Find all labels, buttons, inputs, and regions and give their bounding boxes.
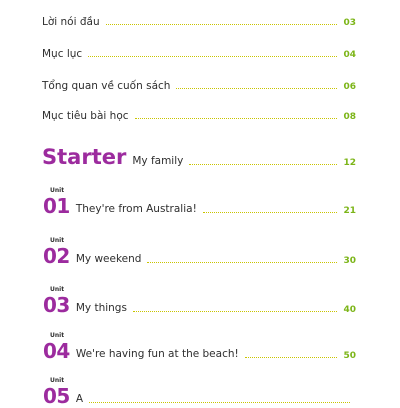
entry-label: Tổng quan về cuốn sách — [42, 80, 171, 92]
entry-label: My family — [132, 155, 184, 167]
unit-number: 02 — [43, 244, 70, 268]
dot-leader — [106, 24, 338, 25]
toc-entry-starter[interactable] — [0, 147, 400, 168]
unit-label: Unit — [50, 286, 65, 293]
page-number: 08 — [343, 112, 356, 122]
toc-entry-unit-03[interactable] — [0, 295, 400, 315]
page-number: 06 — [343, 82, 356, 92]
entry-label: Lời nói đầu — [42, 16, 100, 28]
dot-leader — [135, 118, 338, 119]
unit-label: Unit — [50, 237, 65, 244]
page-number: 04 — [343, 50, 356, 60]
toc-entry-overview[interactable] — [0, 80, 400, 92]
toc-entry-contents[interactable] — [0, 48, 400, 60]
dot-leader — [88, 56, 337, 57]
toc-entry-unit-01[interactable] — [0, 196, 400, 216]
unit-label: Unit — [50, 187, 65, 194]
unit-number: 05 — [43, 384, 70, 408]
entry-label: Mục tiêu bài học — [42, 110, 129, 122]
page-number: 12 — [343, 158, 356, 168]
entry-label: A — [75, 393, 84, 405]
entry-label: My weekend — [75, 253, 142, 265]
entry-label: Mục lục — [42, 48, 83, 60]
dot-leader — [245, 357, 338, 358]
unit-label: Unit — [50, 332, 65, 339]
dot-leader — [203, 212, 338, 213]
entry-label: They're from Australia! — [75, 203, 197, 215]
page-number: 03 — [343, 18, 356, 28]
dot-leader — [176, 88, 337, 89]
unit-number: 04 — [43, 339, 70, 363]
toc-entry-unit-02[interactable] — [0, 246, 400, 266]
toc-entry-objectives[interactable] — [0, 110, 400, 122]
unit-label: Unit — [50, 377, 65, 384]
page-number: 21 — [343, 206, 356, 216]
toc-entry-foreword[interactable] — [0, 16, 400, 28]
entry-label: My things — [75, 302, 127, 314]
toc-entry-unit-04[interactable] — [0, 341, 400, 361]
unit-number: 01 — [43, 194, 70, 218]
dot-leader — [89, 402, 350, 403]
dot-leader — [133, 311, 338, 312]
page-number: 40 — [343, 305, 356, 315]
toc-entry-unit-05[interactable] — [0, 386, 400, 406]
dot-leader — [189, 164, 337, 165]
page-number: 30 — [343, 256, 356, 266]
dot-leader — [147, 262, 337, 263]
entry-label: We're having fun at the beach! — [75, 348, 239, 360]
starter-heading: Starter — [42, 145, 127, 169]
unit-number: 03 — [43, 293, 70, 317]
page-number: 50 — [343, 351, 356, 361]
